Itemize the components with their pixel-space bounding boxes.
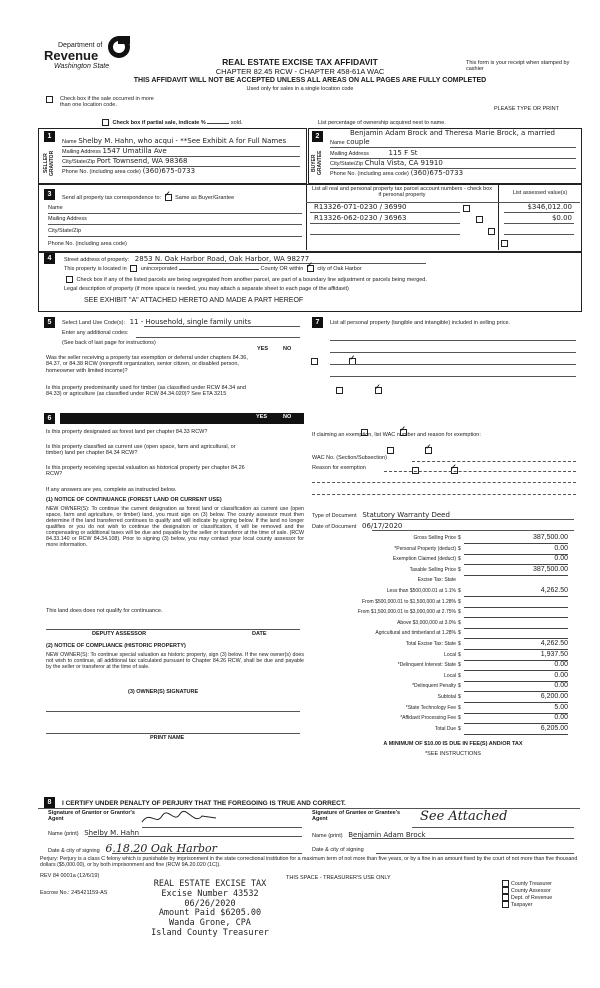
tax-row-value[interactable]: 387,500.00 — [464, 534, 568, 544]
located-text: This property is located in — [64, 265, 127, 272]
tax-row-value[interactable]: 0.00 — [464, 661, 568, 671]
treasurer-use-note: THIS SPACE - TREASURER'S USE ONLY — [286, 875, 391, 881]
tax-row-dollar: $ — [458, 556, 461, 563]
tax-row-dollar: $ — [458, 662, 461, 669]
buyer-phone[interactable]: (360)675-0733 — [410, 169, 464, 177]
parcel-1[interactable]: R13326-071-0230 / 36990 — [314, 203, 407, 211]
tax-row-label: Agricultural and timberland at 1.28% — [375, 630, 456, 637]
same-as-buyer-checkbox[interactable] — [165, 194, 172, 201]
s5-q2-no[interactable] — [375, 387, 382, 394]
tax-row-dollar: $ — [458, 630, 461, 637]
s3-phone-label: Phone No. (including area code) — [48, 241, 127, 247]
certify-statement: I CERTIFY UNDER PENALTY OF PERJURY THAT THE FOREGOING IS TRUE AND CORRECT. — [62, 800, 346, 807]
tax-row-dollar: $ — [458, 704, 461, 711]
receipt-note: This form is your receipt when stamped by cashier — [466, 60, 570, 73]
buyer-city-label: City/State/Zip — [330, 161, 364, 167]
s6-yes-header: YES — [256, 414, 268, 420]
tax-row-value[interactable]: 0.00 — [464, 682, 568, 692]
segregated-row — [64, 276, 564, 283]
treasurer-stamp — [140, 880, 280, 939]
section-6-badge: 6 — [44, 413, 55, 424]
seller-city[interactable]: Port Townsend, WA 98368 — [96, 157, 188, 165]
tax-row — [312, 608, 572, 618]
s3-address-label: Mailing Address — [48, 216, 87, 222]
dept-line3: Washington State — [54, 63, 110, 70]
grantor-signature[interactable] — [140, 808, 220, 832]
s6-q2-yes[interactable] — [387, 447, 394, 454]
doc-type[interactable]: Statutory Warranty Deed — [362, 511, 450, 519]
seller-city-row — [62, 157, 187, 166]
located-row — [64, 265, 362, 272]
send-correspondence-label: Send all property tax correspondence to: — [62, 194, 162, 201]
copy-county-assessor: County Assessor — [500, 887, 580, 894]
buyer-address[interactable]: 115 F St — [388, 149, 418, 157]
tax-row-value[interactable]: 0.00 — [464, 714, 568, 724]
escrow-number: Escrow No.: 245421159-AS — [40, 890, 108, 896]
tax-row — [312, 714, 572, 724]
print-name-label: PRINT NAME — [150, 735, 185, 741]
buyer-phone-label: Phone No. (including area code) — [330, 171, 409, 177]
buyer-name[interactable]: couple — [346, 138, 370, 146]
same-as-buyer-label: Same as Buyer/Grantee — [175, 194, 235, 201]
qualify-row — [46, 608, 163, 614]
tax-row-dollar: $ — [458, 725, 461, 732]
seller-phone-row — [62, 167, 195, 176]
tax-row — [312, 534, 572, 544]
tax-row — [312, 661, 572, 671]
s6-question-3: Is this property receiving special valuation as historical property per chapter 84.26 RCW? — [46, 465, 245, 478]
signature-scribble-icon — [140, 808, 220, 828]
notice-compliance-body: NEW OWNER(S): To continue special valuation as historic property, sign (3) below. If the new owner(s) does not wish to continue, all additional tax calculated pursuant to Chapter 84.26 RCW, shall be due and payable by the seller or transferor at the time of sale. — [46, 652, 304, 671]
tax-row-label: From $500,000.01 to $1,500,000 at 1.28% — [362, 598, 456, 605]
s3-city-label: City/State/Zip — [48, 228, 82, 234]
tax-row-label: *Affidavit Processing Fee — [400, 715, 456, 722]
s3-name-label: Name — [48, 205, 63, 211]
tax-row — [312, 682, 572, 692]
copies-list — [500, 880, 580, 908]
stamp-line-6: Island County Treasurer — [151, 927, 269, 938]
seller-address-label: Mailing Address — [62, 149, 101, 155]
tax-row — [312, 587, 572, 597]
legal-description-label: Legal description of property (if more space is needed, you may attach a separate sheet to each page of the affidavit) — [64, 286, 349, 292]
buyer-name-row — [330, 138, 370, 147]
grantor-name-label: Name (print) — [48, 831, 79, 837]
s5-q2-yes[interactable] — [336, 387, 343, 394]
buyer-side-label: BUYER GRANTEE — [311, 150, 323, 176]
copy-county-treasurer: County Treasurer — [500, 880, 580, 887]
grantee-signature[interactable]: See Attached — [420, 809, 508, 824]
tax-row-value[interactable] — [464, 598, 568, 608]
buyer-name-line1[interactable]: Benjamin Adam Brock and Theresa Marie Brock, a married — [350, 129, 555, 137]
tax-row-value[interactable]: 6,200.00 — [464, 693, 568, 703]
assessed-header: List assessed value(s) — [512, 190, 568, 196]
s5-yes-header: YES — [257, 346, 269, 352]
street-address[interactable]: 2853 N. Oak Harbor Road, Oak Harbor, WA 98277 — [134, 255, 310, 263]
city-of-label: city of Oak Harbor — [317, 265, 362, 272]
section-5-badge: 5 — [44, 317, 55, 328]
parcel-header: List all real and personal property tax parcel account numbers - check box if personal property — [311, 186, 493, 199]
tax-row-label: *State Technology Fee — [405, 704, 456, 711]
minimum-fee-note: A MINIMUM OF $10.00 IS DUE IN FEE(S) AND/OR TAX — [383, 741, 523, 747]
tax-row-dollar: $ — [458, 588, 461, 594]
multi-location-checkbox[interactable] — [46, 96, 53, 103]
s5-question-1: Was the seller receiving a property tax exemption or deferral under chapters 84.36, 84.37, or 84.38 RCW (nonprofit organization, senior citizen, or disabled person, homeowner with limited income)? — [46, 355, 248, 374]
dor-logo — [44, 36, 134, 76]
seller-side-label: SELLER GRANTOR — [43, 150, 55, 176]
tax-row-value[interactable]: 1,937.50 — [464, 651, 568, 661]
grantor-date-city[interactable]: 6.18.20 Oak Harbor — [105, 842, 217, 855]
tax-row-value[interactable]: 4,262.50 — [464, 640, 568, 650]
seller-phone[interactable]: (360)675-0733 — [142, 167, 196, 175]
tax-row-dollar: $ — [458, 619, 461, 626]
tax-row — [312, 672, 572, 682]
tax-row-label: *Personal Property (deduct) — [394, 545, 456, 552]
section-1-badge: 1 — [44, 131, 55, 142]
pct-ownership-note: List percentage of ownership acquired next to name. — [318, 120, 446, 126]
tax-row-label: *Delinquent Penalty — [412, 683, 456, 690]
tax-row-label: Local — [444, 651, 456, 658]
reason-label: Reason for exemption — [312, 465, 366, 471]
tax-row — [312, 693, 572, 703]
tax-row-dollar: $ — [458, 545, 461, 552]
seller-name-label: Name — [62, 139, 77, 145]
s6-no-header: NO — [283, 414, 292, 420]
additional-codes-label: Enter any additional codes: — [62, 330, 129, 336]
seller-address[interactable]: 1547 Umatilla Ave — [102, 147, 167, 155]
tax-row-dollar: $ — [458, 715, 461, 722]
doc-date-label: Date of Document — [312, 524, 357, 530]
seller-phone-label: Phone No. (including area code) — [62, 169, 141, 175]
send-correspondence-row — [62, 194, 234, 201]
seller-city-label: City/State/Zip — [62, 159, 96, 165]
stamp-line-3: 06/26/2020 — [184, 898, 236, 909]
tax-row-label: Subtotal — [437, 694, 456, 700]
parcel-3-checkbox[interactable] — [488, 228, 495, 235]
tax-row-dollar: $ — [458, 651, 461, 658]
buyer-address-row — [330, 149, 418, 158]
tax-row-dollar: $ — [458, 694, 461, 700]
grantee-name[interactable]: Benjamin Adam Brock — [348, 831, 426, 839]
land-use-code[interactable]: 11 - Household, single family units — [129, 318, 252, 326]
tax-row-label: Exemption Claimed (deduct) — [392, 556, 456, 563]
tax-row-dollar: $ — [458, 683, 461, 690]
tax-row-value[interactable]: 4,262.50 — [464, 587, 568, 597]
stamp-line-2: Excise Number 43532 — [161, 888, 259, 899]
tax-row-value[interactable]: 0.00 — [464, 545, 568, 555]
type-print-note: PLEASE TYPE OR PRINT — [494, 106, 560, 112]
tax-row — [312, 545, 572, 555]
land-use-label: Select Land Use Code(s): — [62, 320, 125, 326]
tax-row-dollar: $ — [458, 641, 461, 647]
partial-sold-label: sold. — [230, 119, 243, 126]
tax-row-label: Local — [444, 672, 456, 679]
tax-row — [312, 619, 572, 629]
parcel-2[interactable]: R13326-062-0230 / 36963 — [314, 214, 407, 222]
personal-property-label: List all personal property (tangible and intangible) included in selling price. — [330, 320, 511, 326]
tax-row-value[interactable]: 5.00 — [464, 704, 568, 714]
tax-row-value[interactable]: 0.00 — [464, 555, 568, 565]
tax-row-dollar: $ — [458, 598, 461, 605]
see-back-note: (See back of last page for instructions) — [62, 340, 156, 346]
section-4-badge: 4 — [44, 253, 55, 264]
s6-question-1: Is this property designated as forest land per chapter 84.33 RCW? — [46, 429, 208, 435]
copy-dept-revenue: Dept. of Revenue — [500, 894, 580, 901]
tax-row-value[interactable] — [464, 619, 568, 629]
tax-row — [312, 566, 572, 576]
tax-row — [312, 704, 572, 714]
buyer-phone-row — [330, 169, 463, 178]
dept-line1: Department of — [58, 42, 103, 49]
qualify-label: This land does does not qualify for continuance. — [46, 608, 163, 614]
tax-row-label: Above $3,000,000 at 3.0% — [397, 619, 456, 626]
tax-row-label: Total Due — [434, 725, 456, 732]
tax-row-dollar: $ — [458, 609, 461, 616]
notice-continuance-title: (1) NOTICE OF CONTINUANCE (FOREST LAND OR CURRENT USE) — [46, 497, 222, 503]
tax-row-dollar: $ — [458, 566, 461, 573]
seller-address-row — [62, 147, 167, 156]
buyer-name-label: Name — [330, 140, 345, 146]
stamp-line-5: Wanda Grone, CPA — [169, 918, 251, 929]
wac-label: WAC No. (Section/Subsection) — [312, 455, 387, 461]
tax-row — [312, 598, 572, 608]
grantor-name[interactable]: Shelby M. Hahn — [84, 829, 140, 837]
seller-name-row — [62, 137, 302, 146]
notice-compliance-title: (2) NOTICE OF COMPLIANCE (HISTORIC PROPERTY) — [46, 643, 186, 649]
buyer-city-row — [330, 159, 443, 168]
partial-sale-checkbox[interactable] — [102, 119, 109, 126]
tax-row-value[interactable]: 387,500.00 — [464, 566, 568, 576]
parcel-4-checkbox[interactable] — [501, 240, 508, 247]
logo-emblem-icon — [108, 36, 130, 58]
form-title: REAL ESTATE EXCISE TAX AFFIDAVIT — [222, 57, 378, 67]
buyer-city[interactable]: Chula Vista, CA 91910 — [364, 159, 443, 167]
s6-if-yes: If any answers are yes, complete as instructed below. — [46, 487, 177, 493]
section-3-badge: 3 — [44, 189, 55, 200]
stamp-line-4: Amount Paid $6205.00 — [158, 908, 262, 919]
assessed-1[interactable]: $346,012.00 — [527, 203, 572, 211]
tax-row — [312, 576, 572, 586]
perjury-statement: Perjury: Perjury is a class C felony which is punishable by imprisonment in the state correctional institution for a maximum term of not more than five years, or by a fine in an amount fixed by the court of not more than five thousand dollars ($5,000.00), or by both imprisonment and fine (RCW 9A.20.020 (1C)). — [40, 856, 578, 869]
parcel-2-checkbox[interactable] — [476, 216, 483, 223]
tax-row-value[interactable]: 0.00 — [464, 672, 568, 682]
street-address-label: Street address of property: — [64, 257, 130, 263]
s5-no-header: NO — [283, 346, 292, 352]
seller-name[interactable]: Shelby M. Hahn, who acqui - **See Exhibit A for Full Names — [78, 137, 287, 145]
tax-row-dollar: $ — [458, 672, 461, 679]
s5-q1-yes[interactable] — [311, 358, 318, 365]
tax-row — [312, 640, 572, 650]
tax-row-dollar: $ — [458, 535, 461, 541]
tax-row-value[interactable] — [464, 608, 568, 618]
tax-row-label: Less than $500,000.01 at 1.1% — [386, 588, 456, 594]
section-7-badge: 7 — [312, 317, 323, 328]
partial-sale-label: Check box if partial sale, indicate % — [112, 119, 206, 126]
tax-row-label: Gross Selling Price — [413, 535, 456, 541]
unincorporated-checkbox[interactable] — [130, 265, 137, 272]
form-subtitle: CHAPTER 82.45 RCW - CHAPTER 458-61A WAC — [215, 67, 385, 76]
notice-continuance-body: NEW OWNER(S): To continue the current designation as forest land or classification as current use (open space, farm and agriculture, or timber) land, you must sign on (3) below. The county assessor must then determine if the land transferred continues to qualify and will indicate by signing below. If the land no longer qualifies or you do not wish to continue the designation or classification, it will be removed and the compensating or additional taxes will be due and payable by the seller or transferor at the time of sale. (RCW 84.33.140 or RCW 84.34.108). Prior to signing (3) below, you may contact your local county assessor for more information. — [46, 506, 304, 549]
doc-date[interactable]: 06/17/2020 — [362, 522, 403, 530]
grantee-name-label: Name (print) — [312, 833, 343, 839]
grantor-signature-label: Signature of Grantor or Grantor's Agent — [48, 810, 135, 823]
multi-location-label: Check box if the sale occurred in more than one location code. — [60, 96, 154, 109]
owner-signature-label: (3) OWNER(S) SIGNATURE — [128, 689, 199, 695]
grantee-date-label: Date & city of signing — [312, 847, 364, 853]
tax-row-label: Total Excise Tax: State — [405, 641, 456, 647]
segregated-label: Check box if any of the listed parcels are being segregated from another parcel, are part of a boundary line adjustment or parcels being merged. — [76, 276, 427, 283]
grantor-date-label: Date & city of signing — [48, 848, 100, 854]
tax-row — [312, 651, 572, 661]
partial-sale-row — [100, 119, 310, 126]
tax-row — [312, 555, 572, 565]
deputy-assessor-label: DEPUTY ASSESSOR — [92, 631, 147, 637]
section-2-badge: 2 — [312, 131, 323, 142]
grantee-signature-label: Signature of Grantee or Grantee's Agent — [312, 810, 401, 823]
buyer-address-label: Mailing Address — [330, 151, 369, 157]
tax-row-label: *Delinquent Interest: State — [397, 662, 456, 669]
parcel-1-checkbox[interactable] — [463, 205, 470, 212]
segregated-checkbox[interactable] — [66, 276, 73, 283]
unincorporated-label: unincorporated — [140, 265, 178, 272]
tax-row — [312, 629, 572, 639]
assessed-2[interactable]: $0.00 — [551, 214, 572, 222]
city-checkbox[interactable] — [307, 265, 314, 272]
s6-q2-no[interactable] — [425, 447, 432, 454]
tax-row — [312, 725, 572, 735]
exemption-label: If claiming an exemption, list WAC number and reason for exemption: — [312, 432, 481, 438]
s5-question-2: Is this property predominantly used for timber (as classified under RCW 84.34 and 84.33) or agriculture (as classified under RCW 84.34.020)? See ETA 3215 — [46, 385, 246, 398]
copy-taxpayer: Taxpayer — [500, 901, 580, 908]
tax-row-label: Taxable Selling Price — [409, 566, 456, 573]
county-or-label: County OR within — [260, 265, 304, 272]
see-instructions-note: *SEE INSTRUCTIONS — [425, 751, 481, 757]
form-note: Used only for sales in a single location code — [246, 86, 354, 92]
tax-row-value[interactable] — [464, 629, 568, 639]
tax-row-value[interactable]: 6,205.00 — [464, 725, 568, 735]
tax-row-label: Excise Tax: State — [417, 577, 456, 584]
section-8-badge: 8 — [44, 797, 55, 808]
legal-description-value[interactable]: SEE EXHIBIT "A" ATTACHED HERETO AND MADE A PART HEREOF — [84, 297, 304, 304]
s6-question-2: Is this property classified as current use (open space, farm and agricultural, or timber) land per chapter 84.34 RCW? — [46, 444, 236, 457]
deputy-date-label: DATE — [252, 631, 267, 637]
doc-type-label: Type of Document — [312, 513, 357, 519]
tax-row-label: From $1,500,000.01 to $3,000,000 at 2.75% — [357, 609, 456, 616]
dept-line2: Revenue — [44, 48, 99, 63]
form-number: REV 84 0001a (12/6/19) — [40, 873, 100, 879]
stamp-line-1: REAL ESTATE EXCISE TAX — [153, 879, 267, 889]
form-warning: THIS AFFIDAVIT WILL NOT BE ACCEPTED UNLESS ALL AREAS ON ALL PAGES ARE FULLY COMPLETED — [133, 77, 487, 84]
